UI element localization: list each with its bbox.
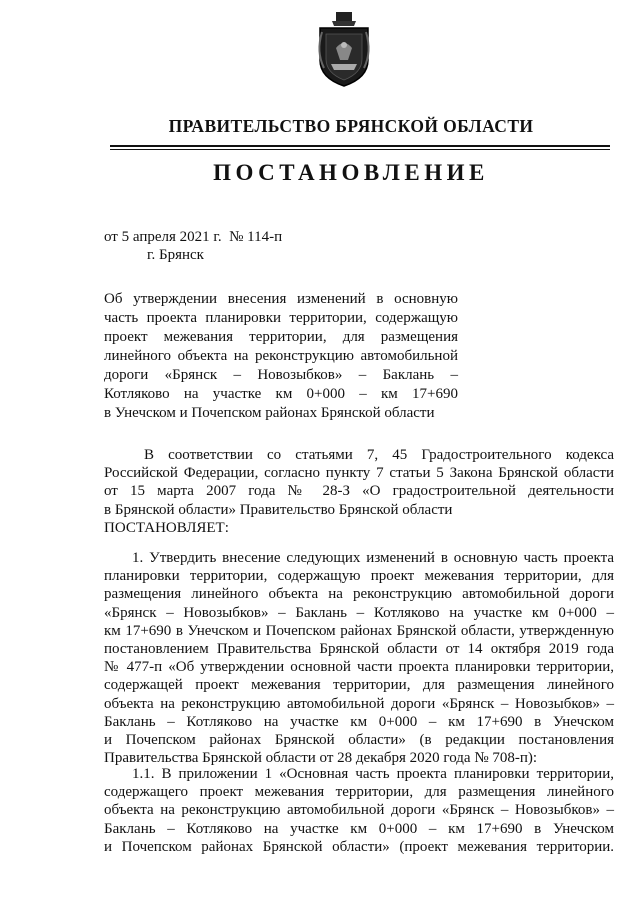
document-subject [104,290,458,423]
subject-line: проект межевания территории, для размещения [104,329,458,345]
item-1-line: км 17+690 в Унечском и Почепском районах Брянской области, утвержденную [104,622,614,639]
subject-line: линейного объекта на реконструкцию автомобильной [104,348,458,364]
organization-title: ПРАВИТЕЛЬСТВО БРЯНСКОЙ ОБЛАСТИ [168,116,534,136]
preamble-paragraph [104,446,614,537]
item-1-line: размещения линейного объекта на реконструкцию автомобильной дороги [104,586,614,603]
item-1-paragraph [104,549,614,767]
preamble-resolves: ПОСТАНОВЛЯЕТ: [104,519,229,536]
subject-line: дороги «Брянск – Новозыбков» – Баклань – [104,367,458,383]
item-1-line: и Почепском районах Брянской области» (в редакции постановления [104,732,614,749]
item-1-line: объекта на реконструкцию автомобильной дороги «Брянск – Новозыбков» – [104,695,614,712]
item-1-line: Правительства Брянской области от 28 декабря 2020 года № 708-п): [104,750,538,767]
document-city: г. Брянск [147,247,204,263]
item-1-line: планировки территории, содержащую проект межевания территории, для [104,568,614,585]
item-1-1-line: объекта на реконструкцию автомобильной дороги «Брянск – Новозыбков» – [104,802,614,819]
item-1-line: Баклань – Котляково на участке км 0+000 – км 17+690 в Унечском [104,713,614,730]
subject-line: Котляково на участке км 0+000 – км 17+690 [104,386,458,402]
header-divider-thick [110,145,610,147]
document-type-title: ПОСТАНОВЛЕНИЕ [213,160,489,185]
coat-of-arms-emblem [314,12,374,88]
subject-line: часть проекта планировки территории, содержащую [104,310,458,326]
preamble-line: В соответствии со статьями 7, 45 Градостроительного кодекса [144,447,614,463]
item-1-1-paragraph [104,765,614,856]
item-1-line: постановлением Правительства Брянской области от 14 октября 2019 года [104,641,614,658]
subject-line: в Унечском и Почепском районах Брянской области [104,405,435,421]
item-1-1-line: Баклань – Котляково на участке км 0+000 – км 17+690 в Унечском [104,820,614,837]
item-1-line: 1. Утвердить внесение следующих изменений в основную часть проекта [132,550,614,566]
item-1-line: № 477-п «Об утверждении основной части проекта планировки территории, [104,659,614,676]
preamble-line: от 15 марта 2007 года № 28-З «О градостроительной деятельности [104,483,614,500]
preamble-line: Российской Федерации, согласно пункту 7 статьи 5 Закона Брянской области [104,465,614,482]
item-1-1-line: 1.1. В приложении 1 «Основная часть проекта планировки территории, [132,766,614,782]
preamble-line: в Брянской области» Правительство Брянской области [104,501,453,518]
document-date-number: от 5 апреля 2021 г. № 114-п [104,229,283,245]
item-1-1-line: содержащего проект межевания территории, для размещения линейного [104,784,614,801]
subject-line: Об утверждении внесения изменений в основную [104,291,458,307]
header-divider-thin [110,149,610,150]
item-1-1-line: и Почепском районах Брянской области» (проект межевания территории. [104,838,614,855]
item-1-line: содержащей проект межевания территории, для размещения линейного [104,677,614,694]
item-1-line: «Брянск – Новозыбков» – Баклань – Котляково на участке км 0+000 – [104,604,614,621]
